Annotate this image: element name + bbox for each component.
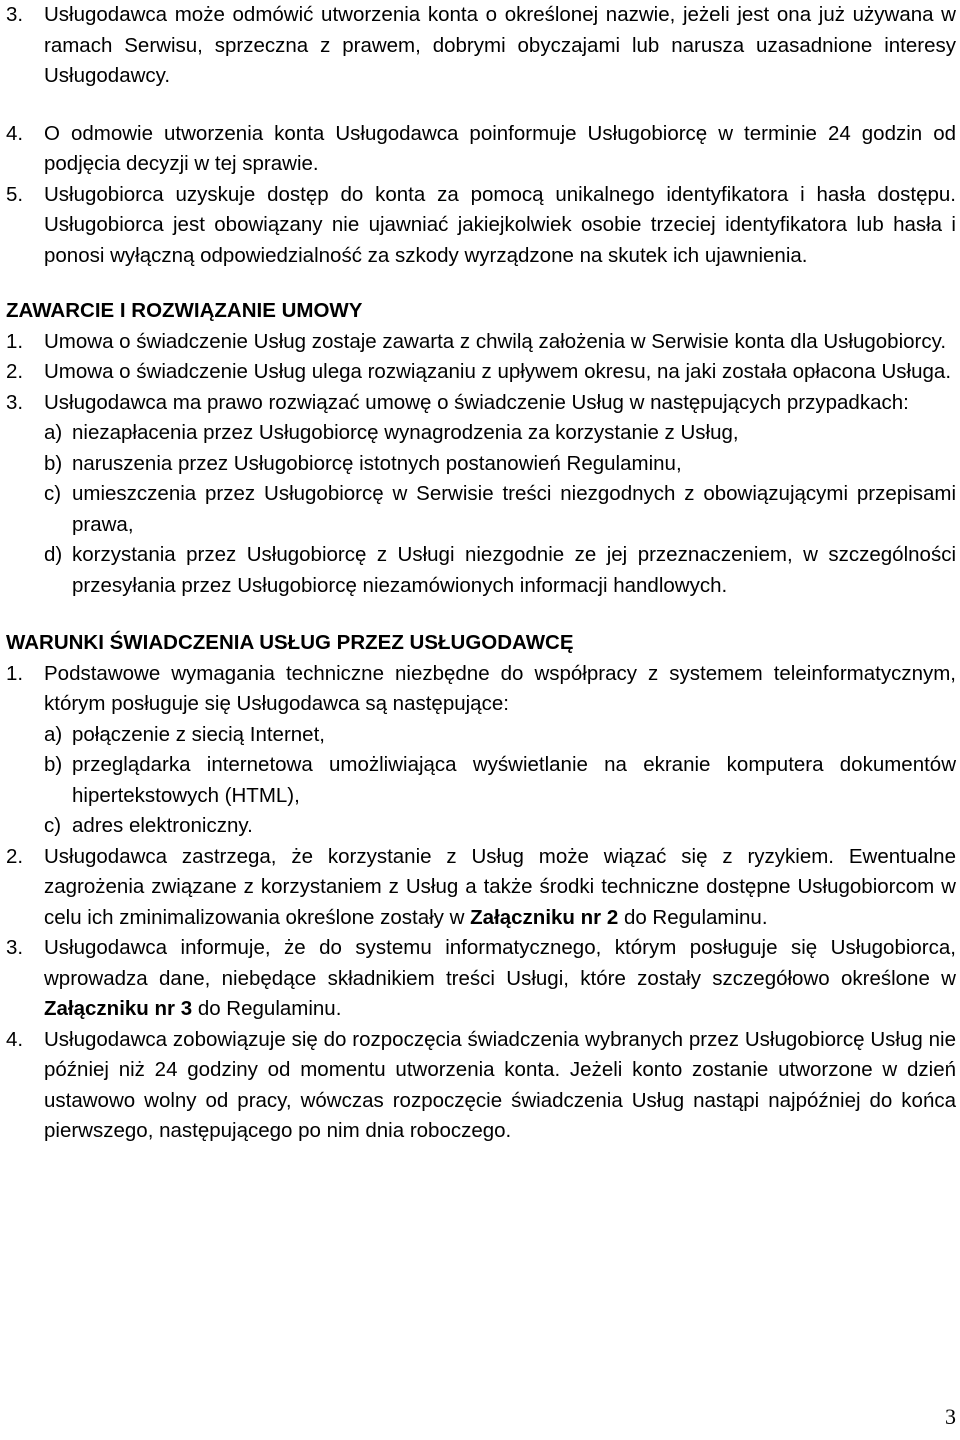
subitem-text: korzystania przez Usługobiorcę z Usługi niezgodnie ze jej przeznaczeniem, w szczególności przesyłania przez Usługobiorcę niezamówionych informacji handlowych. bbox=[72, 543, 956, 597]
paragraph-4 bbox=[6, 119, 956, 180]
item-text: Usługodawca informuje, że do systemu informatycznego, którym posługuje się Usługobiorca, wprowadza dane, niebędące składnikiem treści Usługi, które zostały szczegółowo określone w bbox=[44, 936, 956, 990]
conditions-subitem-a bbox=[6, 720, 956, 751]
item-number: 2. bbox=[6, 844, 24, 868]
attachment-reference: Załączniku nr 2 bbox=[470, 905, 619, 929]
subitem-label: a) bbox=[44, 421, 63, 444]
subitem-text: niezapłacenia przez Usługobiorcę wynagrodzenia za korzystanie z Usług, bbox=[72, 421, 739, 444]
conditions-subitem-c bbox=[6, 811, 956, 842]
subitem-label: d) bbox=[44, 543, 63, 566]
item-number: 3. bbox=[6, 390, 24, 414]
conditions-item-4 bbox=[6, 1025, 956, 1147]
contract-item-1 bbox=[6, 327, 956, 358]
paragraph-5 bbox=[6, 180, 956, 272]
subitem-text: połączenie z siecią Internet, bbox=[72, 722, 325, 746]
item-text: Podstawowe wymagania techniczne niezbędne do współpracy z systemem teleinformatycznym, którym posługuje się Usługodawca są następujące: bbox=[44, 661, 956, 715]
subitem-text: adres elektroniczny. bbox=[72, 814, 253, 837]
item-text: Usługodawca może odmówić utworzenia konta o określonej nazwie, jeżeli jest ona już używana w ramach Serwisu, sprzeczna z prawem, dobrymi obyczajami lub narusza uzasadnione interesy Usługodawcy. bbox=[44, 3, 956, 87]
document-body bbox=[6, 0, 956, 1147]
item-text: Usługobiorca uzyskuje dostęp do konta za pomocą unikalnego identyfikatora i hasła dostępu. Usługobiorca jest obowiązany nie ujawniać jakiejkolwiek osobie trzeciej identyfikatora lub hasła i ponosi wyłączną odpowiedzialność za szkody wyrządzone na skutek ich ujawnienia. bbox=[44, 182, 956, 267]
conditions-subitem-b bbox=[6, 750, 956, 811]
contract-item-2 bbox=[6, 357, 956, 388]
page-number: 3 bbox=[945, 1404, 956, 1429]
subitem-text: naruszenia przez Usługobiorcę istotnych postanowień Regulaminu, bbox=[72, 451, 682, 475]
conditions-item-2 bbox=[6, 842, 956, 934]
paragraph-3 bbox=[6, 0, 956, 92]
contract-item-3 bbox=[6, 388, 956, 419]
item-text: Usługodawca zastrzega, że korzystanie z Usług może wiązać się z ryzykiem. Ewentualne zagrożenia związane z korzystaniem z Usług a także środki techniczne dostępne Usługobiorcom w celu ich zminimalizowania określone zostały w bbox=[44, 844, 956, 929]
item-text: Umowa o świadczenie Usług ulega rozwiązaniu z upływem okresu, na jaki została opłacona Usługa. bbox=[44, 360, 952, 383]
section-heading-contract: ZAWARCIE I ROZWIĄZANIE UMOWY bbox=[6, 299, 363, 322]
subitem-label: a) bbox=[44, 722, 63, 746]
item-number: 4. bbox=[6, 121, 24, 145]
item-number: 4. bbox=[6, 1027, 24, 1051]
item-number: 1. bbox=[6, 661, 24, 685]
conditions-item-1 bbox=[6, 659, 956, 720]
item-text-tail: do Regulaminu. bbox=[623, 905, 768, 929]
item-number: 3. bbox=[6, 936, 24, 959]
item-number: 5. bbox=[6, 182, 24, 206]
item-number: 3. bbox=[6, 3, 24, 26]
item-text: Usługodawca ma prawo rozwiązać umowę o świadczenie Usług w następujących przypadkach: bbox=[44, 390, 909, 414]
item-text-tail: do Regulaminu. bbox=[197, 997, 342, 1020]
contract-subitem-d bbox=[6, 540, 956, 601]
subitem-label: c) bbox=[44, 482, 62, 505]
subitem-text: umieszczenia przez Usługobiorcę w Serwisie treści niezgodnych z obowiązującymi przepisami prawa, bbox=[72, 482, 956, 536]
item-number: 1. bbox=[6, 329, 24, 353]
contract-subitem-b bbox=[6, 449, 956, 480]
subitem-label: b) bbox=[44, 451, 63, 475]
item-text: Usługodawca zobowiązuje się do rozpoczęcia świadczenia wybranych przez Usługobiorcę Usług nie później niż 24 godziny od momentu utworzenia konta. Jeżeli konto zostanie utworzone w dzień ustawowo wolny od pracy, wówczas rozpoczęcie świadczenia Usług nastąpi najpóźniej do końca pierwszego, następującego po nim dnia roboczego. bbox=[44, 1027, 956, 1142]
item-text: O odmowie utworzenia konta Usługodawca poinformuje Usługobiorcę w terminie 24 godzin od podjęcia decyzji w tej sprawie. bbox=[44, 121, 956, 175]
contract-subitem-c bbox=[6, 479, 956, 540]
subitem-text: przeglądarka internetowa umożliwiająca wyświetlanie na ekranie komputera dokumentów hipertekstowych (HTML), bbox=[72, 753, 956, 807]
item-number: 2. bbox=[6, 360, 24, 383]
contract-subitem-a bbox=[6, 418, 956, 449]
subitem-label: b) bbox=[44, 753, 63, 776]
subitem-label: c) bbox=[44, 814, 62, 837]
conditions-item-3 bbox=[6, 933, 956, 1025]
item-text: Umowa o świadczenie Usług zostaje zawarta z chwilą założenia w Serwisie konta dla Usługobiorcy. bbox=[44, 329, 947, 353]
attachment-reference: Załączniku nr 3 bbox=[44, 997, 193, 1020]
section-heading-conditions: WARUNKI ŚWIADCZENIA USŁUG PRZEZ USŁUGODAWCĘ bbox=[6, 631, 574, 654]
